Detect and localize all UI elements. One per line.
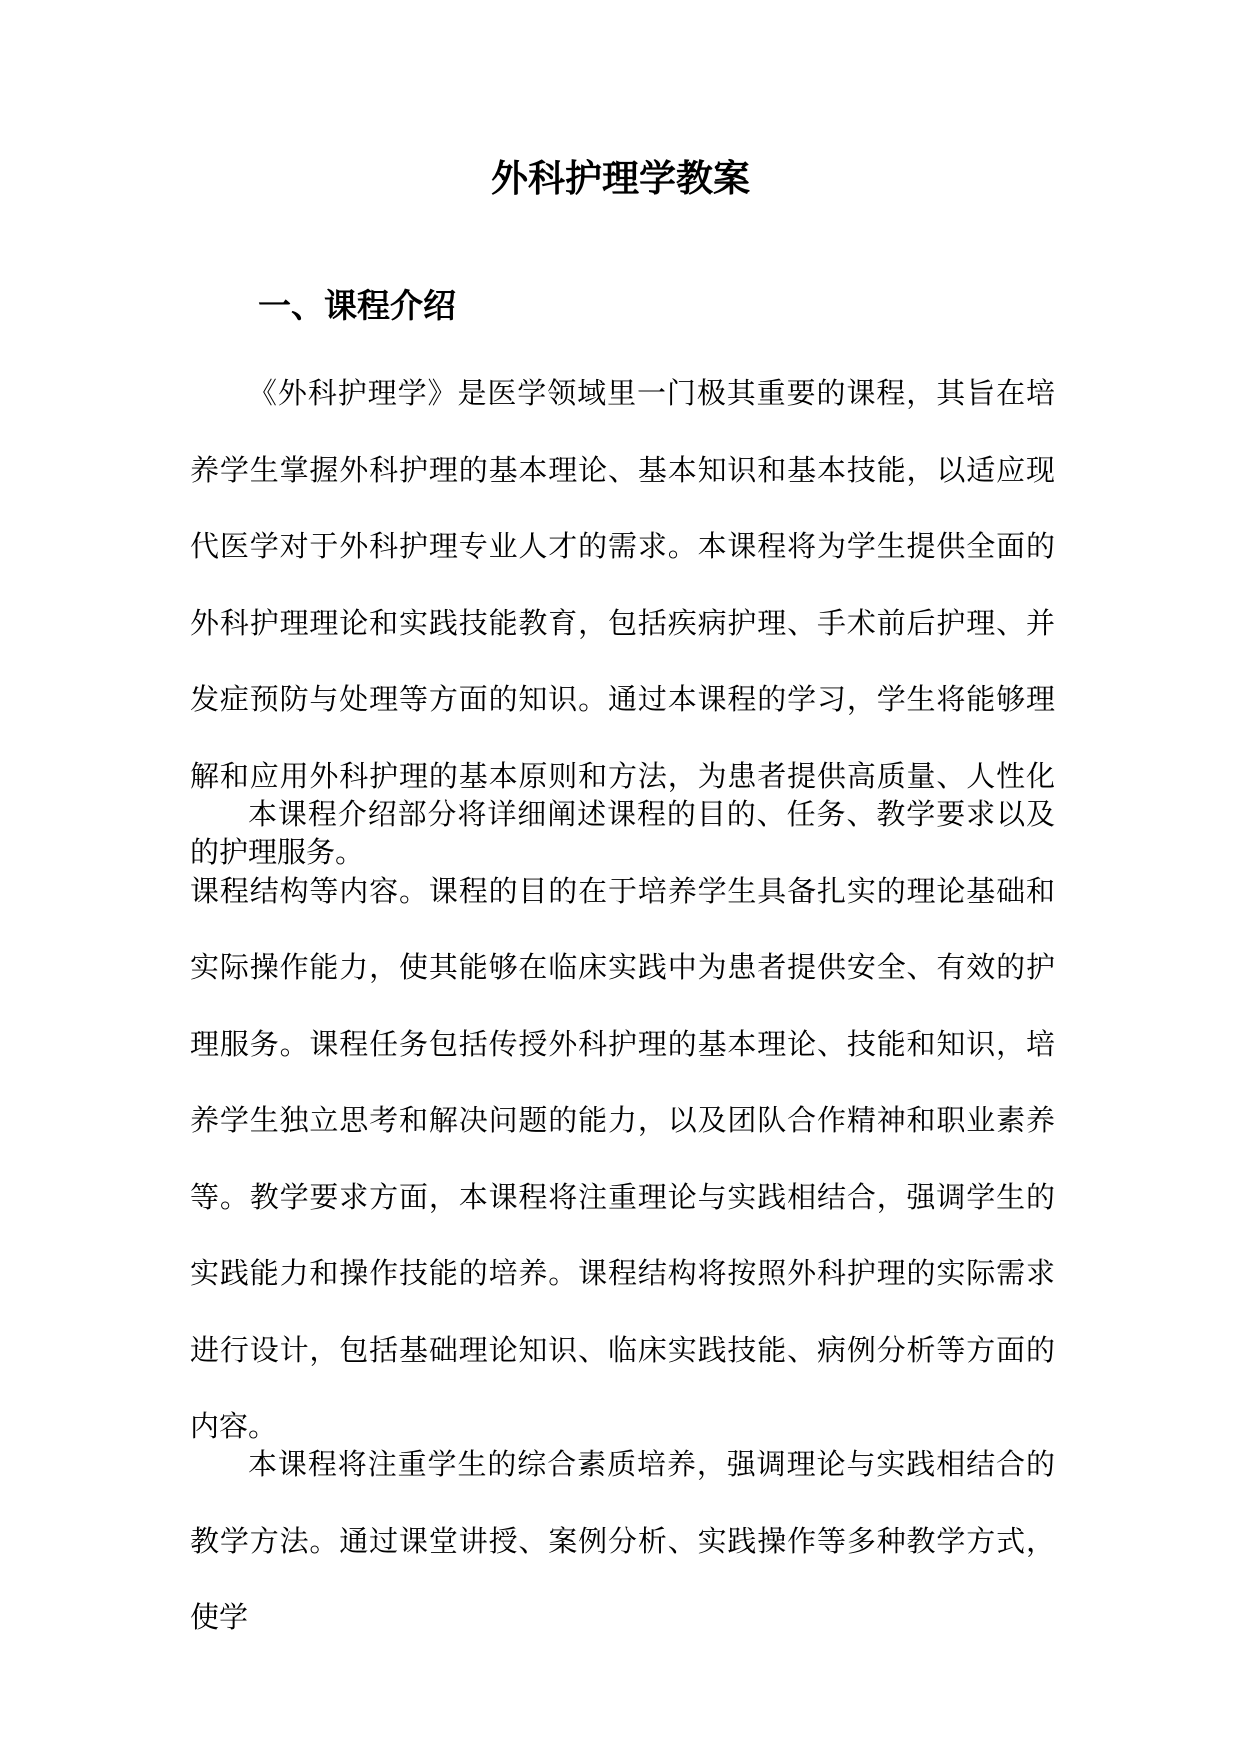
paragraph-teaching-methods: 本课程将注重学生的综合素质培养，强调理论与实践相结合的教学方法。通过课堂讲授、案例分析、实践操作等多种教学方式，使学: [190, 1447, 1055, 1634]
paragraph-course-intro: 《外科护理学》是医学领域里一门极其重要的课程，其旨在培养学生掌握外科护理的基本理论、基本知识和基本技能，以适应现代医学对于外科护理专业人才的需求。本课程将为学生提供全面的外科护理理论和实践技能教育，包括疾病护理、手术前后护理、并发症预防与处理等方面的知识。通过本课程的学习，学生将能够理解和应用外科护理的基本原则和方法，为患者提供高质量、人性化的护理服务。: [190, 376, 1055, 869]
section-heading: 一、课程介绍: [258, 286, 456, 325]
document-title: 外科护理学教案: [491, 156, 750, 200]
paragraph-course-goals: 本课程介绍部分将详细阐述课程的目的、任务、教学要求以及课程结构等内容。课程的目的在于培养学生具备扎实的理论基础和实际操作能力，使其能够在临床实践中为患者提供安全、有效的护理服务。课程任务包括传授外科护理的基本理论、技能和知识，培养学生独立思考和解决问题的能力，以及团队合作精神和职业素养等。教学要求方面，本课程将注重理论与实践相结合，强调学生的实践能力和操作技能的培养。课程结构将按照外科护理的实际需求进行设计，包括基础理论知识、临床实践技能、病例分析等方面的内容。: [190, 797, 1055, 1443]
